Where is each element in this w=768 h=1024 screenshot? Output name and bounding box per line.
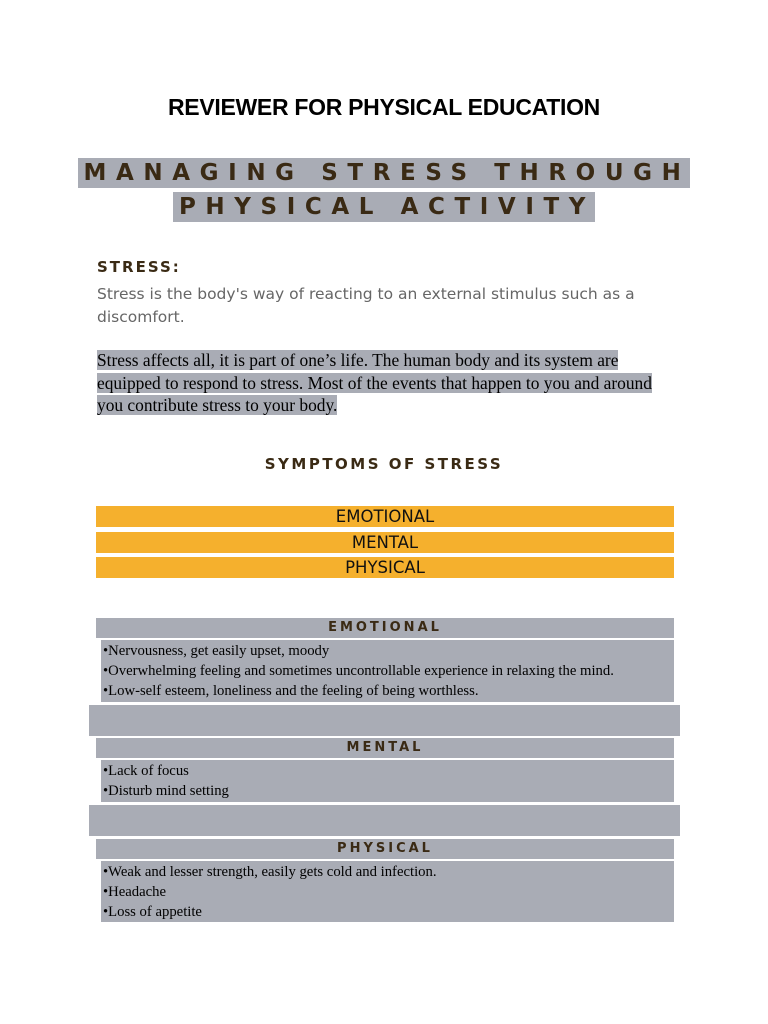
page-title: REVIEWER FOR PHYSICAL EDUCATION xyxy=(168,94,600,120)
section-body-emotional xyxy=(101,640,674,702)
stress-heading: STRESS: xyxy=(97,258,181,276)
category-bar-emotional: EMOTIONAL xyxy=(96,506,674,527)
section-header-mental: MENTAL xyxy=(96,738,674,758)
list-item: •Headache xyxy=(103,884,167,900)
stress-paragraph-text: Stress affects all, it is part of one’s life. The human body and its system are equipped to respond to stress. Most of the events that happen to you and around you contribute stress to your body. xyxy=(97,350,652,415)
category-bar-mental: MENTAL xyxy=(96,532,674,553)
section-body-mental xyxy=(101,760,674,802)
list-item: •Overwhelming feeling and sometimes uncontrollable experience in relaxing the mind. xyxy=(103,663,614,679)
section-header-physical: PHYSICAL xyxy=(96,839,674,859)
list-item: •Low-self esteem, loneliness and the feeling of being worthless. xyxy=(103,683,479,699)
list-item: •Weak and lesser strength, easily gets cold and infection. xyxy=(103,864,437,880)
subtitle-line-2-wrapper xyxy=(0,192,768,222)
stress-paragraph xyxy=(97,349,677,417)
section-header-emotional: EMOTIONAL xyxy=(96,618,674,638)
symptoms-heading: SYMPTOMS OF STRESS xyxy=(264,455,504,473)
subtitle-line-1-wrapper xyxy=(0,158,768,188)
subtitle-line-2: PHYSICAL ACTIVITY xyxy=(173,192,595,222)
divider-bar xyxy=(89,805,680,836)
subtitle-line-1: MANAGING STRESS THROUGH xyxy=(78,158,691,188)
section-body-physical xyxy=(101,861,674,922)
list-item: •Nervousness, get easily upset, moody xyxy=(103,643,330,659)
list-item: •Loss of appetite xyxy=(103,904,202,920)
divider-bar xyxy=(89,705,680,736)
list-item: •Lack of focus xyxy=(103,763,189,779)
category-bar-physical: PHYSICAL xyxy=(96,557,674,578)
stress-definition: Stress is the body's way of reacting to an external stimulus such as a discomfort. xyxy=(97,285,635,326)
list-item: •Disturb mind setting xyxy=(103,783,229,799)
